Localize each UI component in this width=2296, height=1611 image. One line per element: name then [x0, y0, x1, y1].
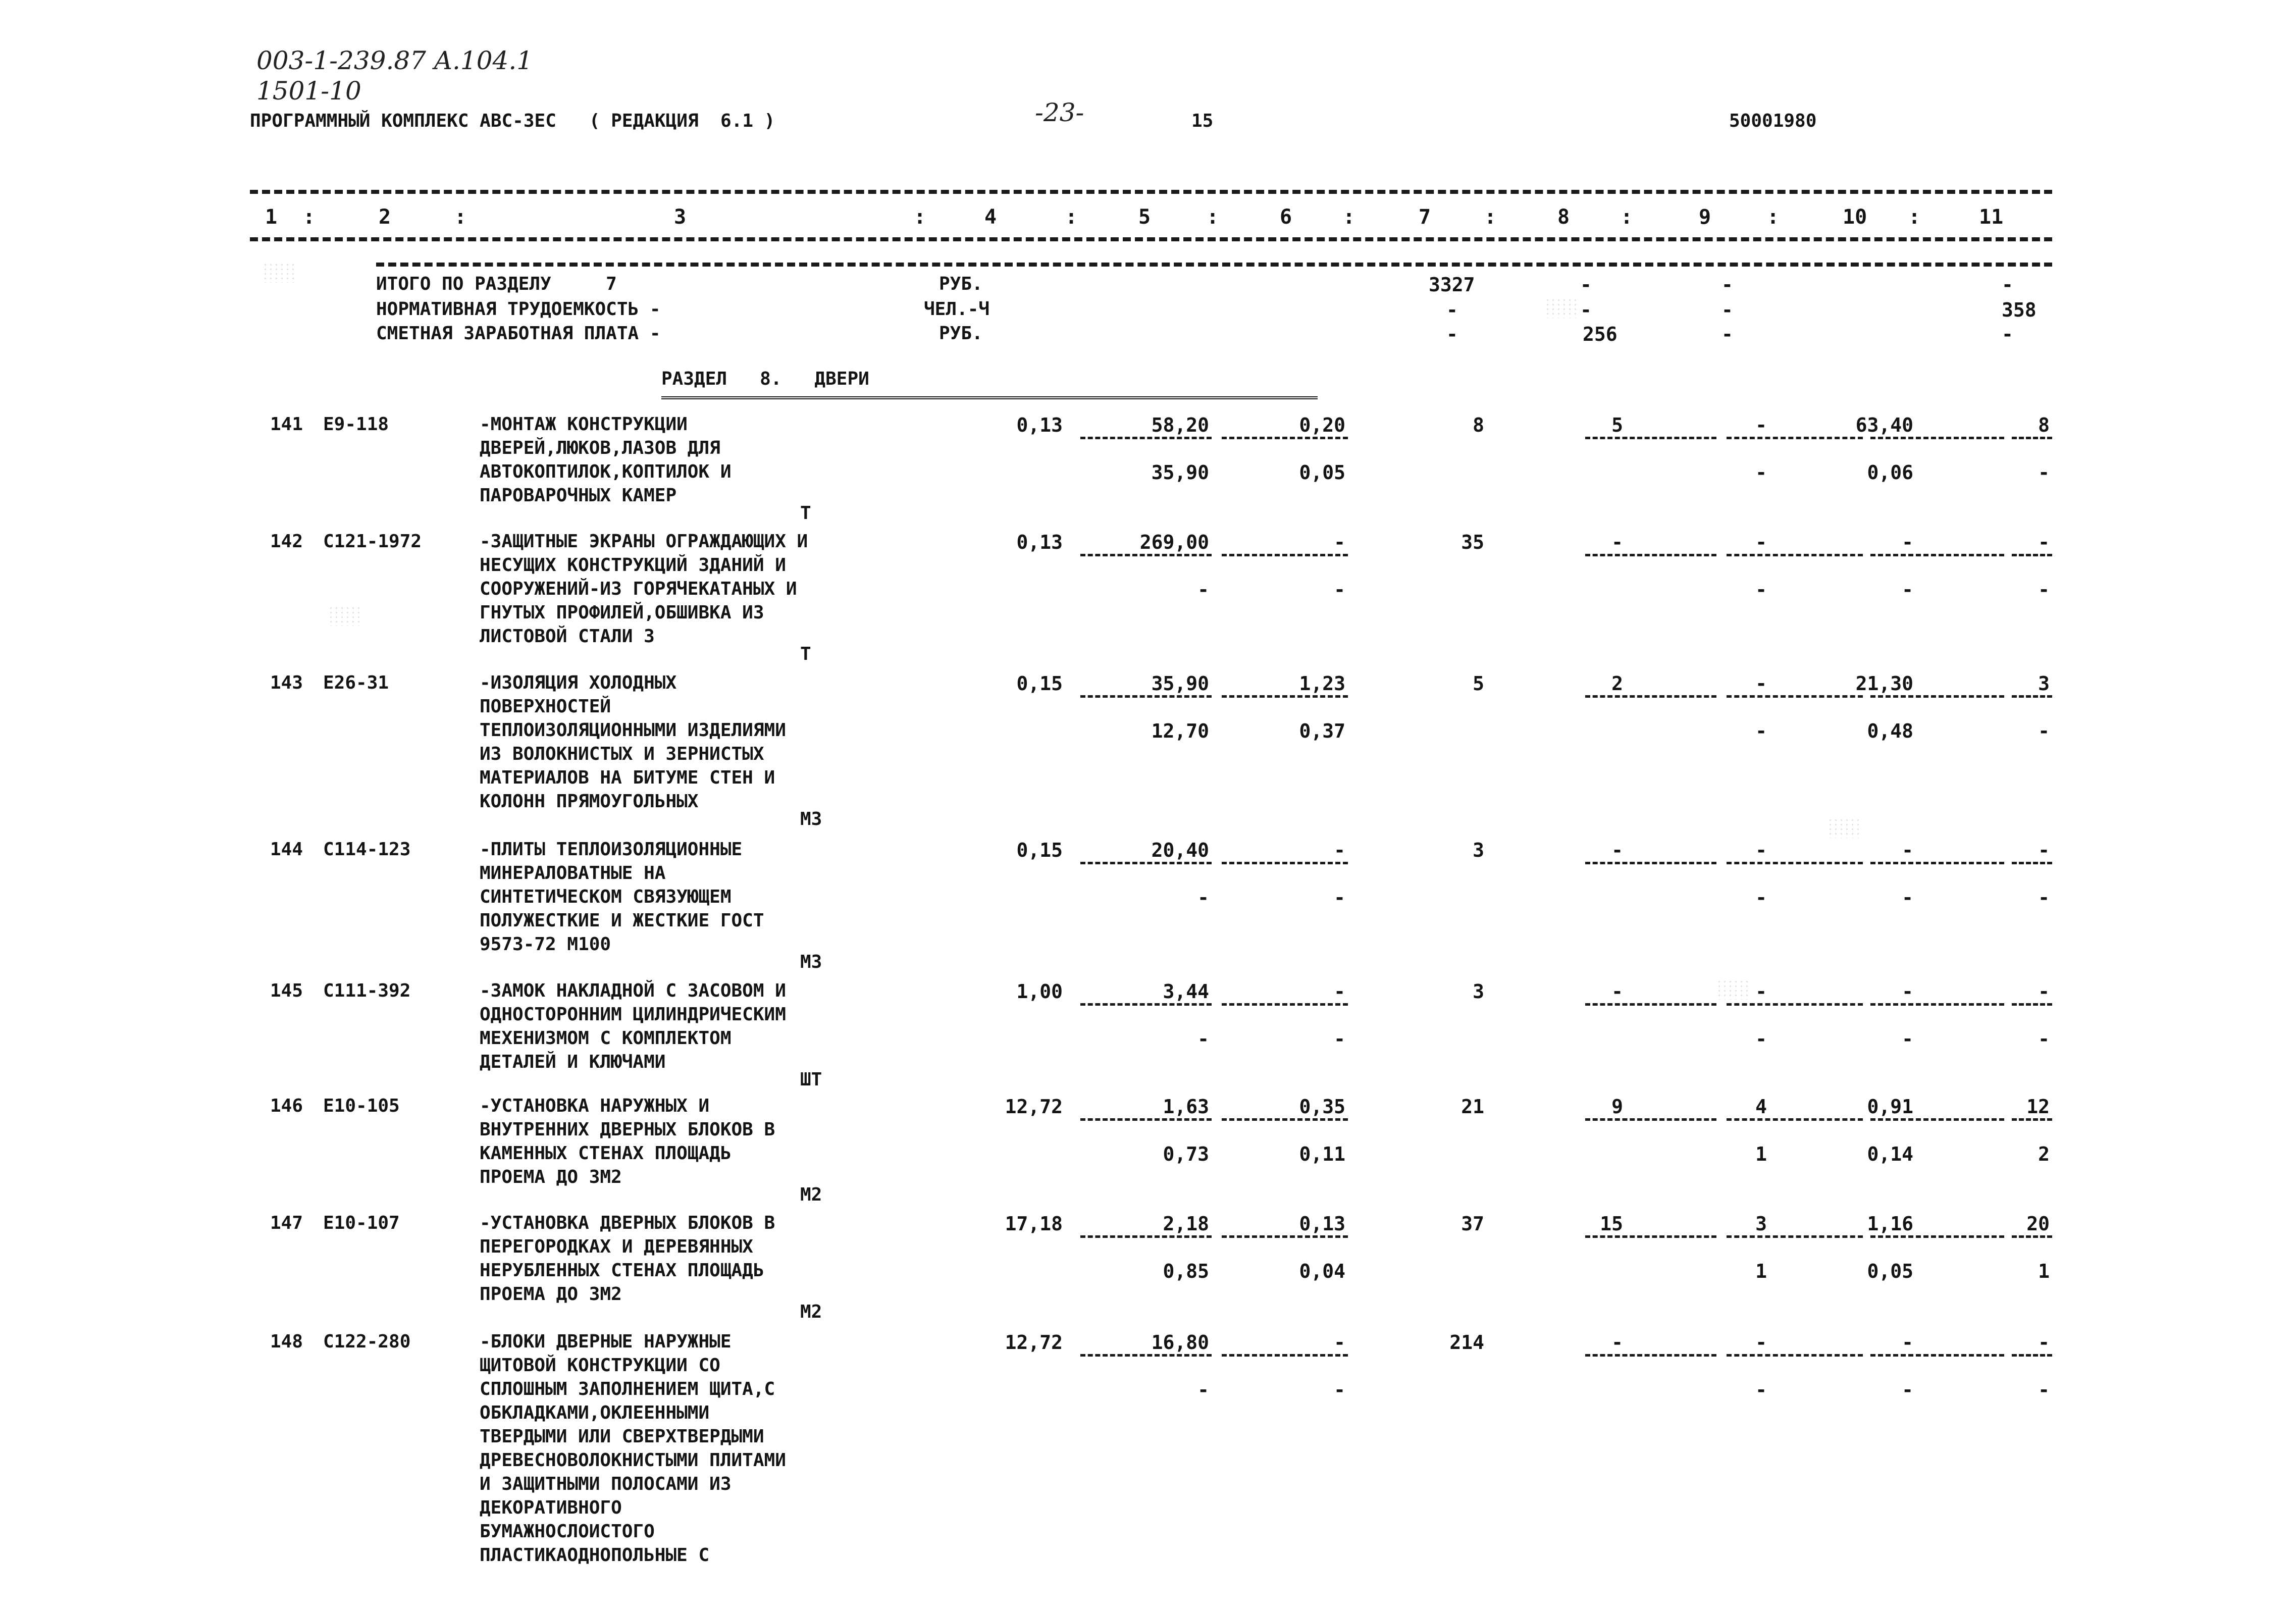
row-description-line: ИЗ ВОЛОКНИСТЫХ И ЗЕРНИСТЫХ: [480, 744, 764, 764]
cell-separator: [1080, 695, 1212, 698]
row-description-line: ТЕПЛОИЗОЛЯЦИОННЫМИ ИЗДЕЛИЯМИ: [480, 720, 786, 741]
cell-unit-cost: 1,63: [1163, 1096, 1209, 1118]
summary-rule-top: [376, 263, 2052, 267]
cell-separator: [1870, 437, 2004, 439]
cell-col11: -: [2038, 839, 2050, 861]
cell-separator: [1222, 1118, 1348, 1121]
cell-separator: [1080, 862, 1212, 864]
col-header-6: 6: [1280, 205, 1292, 229]
cell-col10-wage: 0,06: [1867, 461, 1913, 484]
cell-col9: -: [1755, 672, 1767, 695]
row-description-line: И ЗАЩИТНЫМИ ПОЛОСАМИ ИЗ: [480, 1474, 732, 1494]
cell-machine-cost-wage: -: [1334, 579, 1345, 601]
row-description-line: -УСТАНОВКА НАРУЖНЫХ И: [480, 1096, 710, 1116]
cell-col11: -: [2038, 1331, 2050, 1354]
col-header-10: 10: [1843, 205, 1867, 229]
cell-unit-cost-wage: 0,85: [1163, 1260, 1209, 1282]
cell-col11: 8: [2038, 414, 2050, 436]
summary-wage-c7: -: [1446, 323, 1458, 345]
cell-separator: [2012, 695, 2052, 698]
scan-noise: [1545, 298, 1580, 318]
cell-separator: [1870, 1235, 2004, 1238]
cell-col9: 3: [1755, 1213, 1767, 1235]
cell-col10: -: [1902, 839, 1913, 861]
cell-col9-wage: -: [1755, 720, 1767, 742]
col-header-1: 1: [265, 205, 278, 229]
cell-quantity: 0,13: [1016, 531, 1063, 553]
cell-machine-cost: 0,35: [1299, 1096, 1345, 1118]
row-description-line: ПЕРЕГОРОДКАХ И ДЕРЕВЯННЫХ: [480, 1236, 753, 1257]
cell-machine-cost-wage: 0,05: [1299, 461, 1345, 484]
row-description-line: ЩИТОВОЙ КОНСТРУКЦИИ СО: [480, 1355, 720, 1376]
column-separator: :: [1484, 205, 1497, 229]
cell-separator: [1870, 862, 2004, 864]
cell-col8: 9: [1611, 1096, 1623, 1118]
cell-separator: [1080, 554, 1212, 556]
cell-machine-cost: -: [1334, 980, 1345, 1003]
row-code: Е10-105: [323, 1096, 400, 1116]
row-description-line: -ИЗОЛЯЦИЯ ХОЛОДНЫХ: [480, 672, 677, 693]
row-description-line: ОБКЛАДКАМИ,ОКЛЕЕННЫМИ: [480, 1402, 710, 1423]
cell-separator: [1222, 437, 1348, 439]
cell-machine-cost-wage: -: [1334, 887, 1345, 909]
row-description-line: НЕРУБЛЕННЫХ СТЕНАХ ПЛОЩАДЬ: [480, 1260, 764, 1281]
header-rule-bottom: [250, 237, 2052, 241]
column-separator: :: [1343, 205, 1355, 229]
row-description-line: ДВЕРЕЙ,ЛЮКОВ,ЛАЗОВ ДЛЯ: [480, 438, 720, 458]
cell-col11-wage: -: [2038, 579, 2050, 601]
cell-unit-cost: 58,20: [1151, 414, 1209, 436]
cell-separator: [1585, 1235, 1716, 1238]
cell-col11-wage: 2: [2038, 1143, 2050, 1165]
cell-separator: [2012, 1235, 2052, 1238]
cell-separator: [1585, 554, 1716, 556]
cell-col11: -: [2038, 531, 2050, 553]
row-description-line: ОДНОСТОРОННИМ ЦИЛИНДРИЧЕСКИМ: [480, 1004, 786, 1025]
program-title: ПРОГРАММНЫЙ КОМПЛЕКС АВС-3ЕС ( РЕДАКЦИЯ 6.1 ): [250, 111, 775, 131]
cell-total: 5: [1473, 672, 1484, 695]
section-title: РАЗДЕЛ 8. ДВЕРИ: [661, 369, 869, 389]
cell-separator: [1585, 695, 1716, 698]
cell-col11-wage: -: [2038, 1379, 2050, 1401]
cell-col10: 0,91: [1867, 1096, 1913, 1118]
scan-noise: [263, 263, 298, 283]
cell-col9: -: [1755, 839, 1767, 861]
cell-col9: -: [1755, 531, 1767, 553]
summary-labor-label: НОРМАТИВНАЯ ТРУДОЕМКОСТЬ -: [376, 299, 661, 320]
cell-separator: [1727, 1003, 1863, 1006]
cell-col8: -: [1611, 1331, 1623, 1354]
page-number: -23-: [1035, 98, 1084, 127]
summary-wage-c9: -: [1721, 323, 1733, 345]
cell-separator: [1222, 1003, 1348, 1006]
row-number: 144: [270, 839, 303, 860]
cell-total: 35: [1461, 531, 1484, 553]
cell-total: 214: [1449, 1331, 1484, 1354]
cell-col10: 1,16: [1867, 1213, 1913, 1235]
cell-separator: [1870, 1003, 2004, 1006]
col-header-11: 11: [1979, 205, 2004, 229]
cell-machine-cost: 0,13: [1299, 1213, 1345, 1235]
summary-labor-unit: ЧЕЛ.-Ч: [924, 299, 990, 320]
summary-wage-unit: РУБ.: [939, 323, 983, 344]
cell-col9-wage: -: [1755, 1379, 1767, 1401]
row-description-line: -МОНТАЖ КОНСТРУКЦИИ: [480, 414, 688, 435]
cell-col9-wage: 1: [1755, 1260, 1767, 1282]
cell-separator: [1727, 554, 1863, 556]
cell-quantity: 12,72: [1005, 1096, 1063, 1118]
cell-unit-cost-wage: 0,73: [1163, 1143, 1209, 1165]
cell-col10: 63,40: [1855, 414, 1913, 436]
cell-col11: -: [2038, 980, 2050, 1003]
column-separator: :: [1621, 205, 1633, 229]
row-description-line: ДЕТАЛЕЙ И КЛЮЧАМИ: [480, 1052, 666, 1072]
cell-separator: [2012, 1003, 2052, 1006]
cell-col11-wage: -: [2038, 887, 2050, 909]
row-unit: М3: [800, 809, 822, 829]
cell-machine-cost-wage: -: [1334, 1379, 1345, 1401]
cell-col9-wage: -: [1755, 1028, 1767, 1050]
row-description-line: ПАРОВАРОЧНЫХ КАМЕР: [480, 485, 677, 506]
cell-machine-cost: -: [1334, 1331, 1345, 1354]
row-number: 143: [270, 672, 303, 693]
cell-quantity: 17,18: [1005, 1213, 1063, 1235]
handwritten-doc-code: 003-1-239.87 A.104.1: [256, 46, 533, 75]
summary-labor-c7: -: [1446, 299, 1458, 321]
row-code: С114-123: [323, 839, 411, 860]
cell-unit-cost: 269,00: [1139, 531, 1209, 553]
cell-col10: -: [1902, 980, 1913, 1003]
cell-separator: [1870, 554, 2004, 556]
row-number: 145: [270, 980, 303, 1001]
cell-unit-cost-wage: 12,70: [1151, 720, 1209, 742]
col-header-7: 7: [1419, 205, 1431, 229]
cell-separator: [1585, 1354, 1716, 1357]
column-separator: :: [303, 205, 316, 229]
cell-separator: [1870, 1118, 2004, 1121]
row-description-line: НЕСУЩИХ КОНСТРУКЦИЙ ЗДАНИЙ И: [480, 555, 786, 576]
row-description-line: МАТЕРИАЛОВ НА БИТУМЕ СТЕН И: [480, 767, 775, 788]
cell-separator: [1585, 1118, 1716, 1121]
cell-unit-cost-wage: -: [1197, 887, 1209, 909]
cell-col9-wage: 1: [1755, 1143, 1767, 1165]
cell-separator: [1080, 1235, 1212, 1238]
cell-machine-cost: 0,20: [1299, 414, 1345, 436]
cell-separator: [1727, 1354, 1863, 1357]
row-description-line: СПЛОШНЫМ ЗАПОЛНЕНИЕМ ЩИТА,С: [480, 1379, 775, 1399]
cell-col8: -: [1611, 839, 1623, 861]
document-code: 50001980: [1729, 111, 1817, 131]
row-description-line: -ЗАМОК НАКЛАДНОЙ С ЗАСОВОМ И: [480, 980, 786, 1001]
cell-unit-cost-wage: 35,90: [1151, 461, 1209, 484]
cell-total: 8: [1473, 414, 1484, 436]
cell-col8: 15: [1600, 1213, 1623, 1235]
row-code: Е9-118: [323, 414, 389, 435]
summary-wage-c8: 256: [1583, 323, 1617, 345]
cell-separator: [1585, 1003, 1716, 1006]
cell-col10: -: [1902, 531, 1913, 553]
scan-noise: [328, 606, 363, 626]
summary-labor-c8: -: [1580, 299, 1592, 321]
col-header-9: 9: [1699, 205, 1711, 229]
cell-col11-wage: -: [2038, 720, 2050, 742]
cell-separator: [2012, 1354, 2052, 1357]
scan-noise: [1828, 818, 1863, 838]
row-description-line: -ПЛИТЫ ТЕПЛОИЗОЛЯЦИОННЫЕ: [480, 839, 743, 860]
cell-separator: [2012, 862, 2052, 864]
cell-separator: [2012, 437, 2052, 439]
summary-wage-c11: -: [2002, 323, 2013, 345]
row-number: 141: [270, 414, 303, 435]
cell-separator: [2012, 554, 2052, 556]
cell-col9: -: [1755, 980, 1767, 1003]
cell-col10-wage: 0,48: [1867, 720, 1913, 742]
cell-separator: [1222, 554, 1348, 556]
cell-separator: [1585, 437, 1716, 439]
summary-wage-label: СМЕТНАЯ ЗАРАБОТНАЯ ПЛАТА -: [376, 323, 661, 344]
cell-col10-wage: -: [1902, 1028, 1913, 1050]
summary-total-c9: -: [1721, 274, 1733, 296]
row-number: 142: [270, 531, 303, 552]
cell-separator: [1727, 862, 1863, 864]
cell-separator: [1727, 1118, 1863, 1121]
cell-col10: 21,30: [1855, 672, 1913, 695]
row-description-line: КОЛОНН ПРЯМОУГОЛЬНЫХ: [480, 791, 699, 812]
cell-col10-wage: -: [1902, 1379, 1913, 1401]
row-description-line: ВНУТРЕННИХ ДВЕРНЫХ БЛОКОВ В: [480, 1119, 775, 1140]
page-number-secondary: 15: [1191, 111, 1214, 131]
row-number: 146: [270, 1096, 303, 1116]
summary-total-c11: -: [2002, 274, 2013, 296]
cell-quantity: 0,15: [1016, 839, 1063, 861]
column-separator: :: [1908, 205, 1921, 229]
row-description-line: МИНЕРАЛОВАТНЫЕ НА: [480, 863, 666, 884]
column-separator: :: [454, 205, 467, 229]
cell-col8: 2: [1611, 672, 1623, 695]
cell-unit-cost-wage: -: [1197, 579, 1209, 601]
cell-col8: -: [1611, 531, 1623, 553]
row-description-line: -УСТАНОВКА ДВЕРНЫХ БЛОКОВ В: [480, 1213, 775, 1233]
cell-unit-cost: 35,90: [1151, 672, 1209, 695]
col-header-5: 5: [1138, 205, 1151, 229]
cell-machine-cost: -: [1334, 531, 1345, 553]
cell-col8: 5: [1611, 414, 1623, 436]
column-separator: :: [1207, 205, 1219, 229]
cell-machine-cost-wage: 0,11: [1299, 1143, 1345, 1165]
row-unit: М3: [800, 952, 822, 972]
row-description-line: ПЛАСТИКАОДНОПОЛЬНЫЕ С: [480, 1545, 710, 1566]
cell-separator: [1080, 1354, 1212, 1357]
cell-separator: [1222, 1235, 1348, 1238]
row-code: С111-392: [323, 980, 411, 1001]
col-header-3: 3: [674, 205, 687, 229]
cell-col11: 20: [2026, 1213, 2050, 1235]
column-separator: :: [1065, 205, 1078, 229]
cell-separator: [1727, 1235, 1863, 1238]
cell-total: 37: [1461, 1213, 1484, 1235]
handwritten-sheet-ref: 1501-10: [256, 76, 361, 106]
row-description-line: МЕХЕНИЗМОМ С КОМПЛЕКТОМ: [480, 1028, 732, 1049]
row-description-line: ДЕКОРАТИВНОГО: [480, 1497, 622, 1518]
cell-separator: [1080, 437, 1212, 439]
cell-col9: 4: [1755, 1096, 1767, 1118]
cell-separator: [1727, 695, 1863, 698]
cell-col10-wage: 0,05: [1867, 1260, 1913, 1282]
cell-col10: -: [1902, 1331, 1913, 1354]
cell-col9-wage: -: [1755, 887, 1767, 909]
row-description-line: ПРОЕМА ДО 3М2: [480, 1167, 622, 1187]
row-description-line: ГНУТЫХ ПРОФИЛЕЙ,ОБШИВКА ИЗ: [480, 602, 764, 623]
cell-machine-cost-wage: -: [1334, 1028, 1345, 1050]
cell-separator: [1080, 1118, 1212, 1121]
cell-total: 3: [1473, 980, 1484, 1003]
cell-col10-wage: -: [1902, 887, 1913, 909]
col-header-4: 4: [984, 205, 997, 229]
summary-labor-c11: 358: [2002, 299, 2037, 321]
row-unit: Т: [800, 503, 811, 524]
cell-col9: -: [1755, 1331, 1767, 1354]
row-description-line: ТВЕРДЫМИ ИЛИ СВЕРХТВЕРДЫМИ: [480, 1426, 764, 1447]
row-description-line: ПОЛУЖЕСТКИЕ И ЖЕСТКИЕ ГОСТ: [480, 910, 764, 931]
cell-total: 3: [1473, 839, 1484, 861]
row-description-line: -БЛОКИ ДВЕРНЫЕ НАРУЖНЫЕ: [480, 1331, 732, 1352]
cell-col11-wage: 1: [2038, 1260, 2050, 1282]
row-description-line: 9573-72 М100: [480, 934, 611, 955]
cell-separator: [2012, 1118, 2052, 1121]
cell-col9-wage: -: [1755, 579, 1767, 601]
row-description-line: ДРЕВЕСНОВОЛОКНИСТЫМИ ПЛИТАМИ: [480, 1450, 786, 1471]
section-title-underline: [661, 396, 1318, 401]
cell-separator: [1222, 862, 1348, 864]
row-code: С122-280: [323, 1331, 411, 1352]
row-unit: Т: [800, 644, 811, 664]
cell-unit-cost: 3,44: [1163, 980, 1209, 1003]
cell-col11-wage: -: [2038, 461, 2050, 484]
cell-unit-cost-wage: -: [1197, 1379, 1209, 1401]
cell-quantity: 1,00: [1016, 980, 1063, 1003]
cell-col11: 12: [2026, 1096, 2050, 1118]
cell-col8: -: [1611, 980, 1623, 1003]
cell-col10-wage: -: [1902, 579, 1913, 601]
cell-total: 21: [1461, 1096, 1484, 1118]
cell-machine-cost: -: [1334, 839, 1345, 861]
cell-quantity: 0,15: [1016, 672, 1063, 695]
cell-col9: -: [1755, 414, 1767, 436]
summary-total-label: ИТОГО ПО РАЗДЕЛУ 7: [376, 274, 617, 294]
row-unit: ШТ: [800, 1069, 822, 1090]
row-description-line: СООРУЖЕНИЙ-ИЗ ГОРЯЧЕКАТАНЫХ И: [480, 579, 797, 599]
cell-col9-wage: -: [1755, 461, 1767, 484]
col-header-8: 8: [1557, 205, 1570, 229]
row-description-line: -ЗАЩИТНЫЕ ЭКРАНЫ ОГРАЖДАЮЩИХ И: [480, 531, 808, 552]
row-code: Е26-31: [323, 672, 389, 693]
summary-total-c8: -: [1580, 274, 1592, 296]
cell-separator: [1727, 437, 1863, 439]
header-rule-top: [250, 190, 2052, 194]
cell-separator: [1585, 862, 1716, 864]
row-unit: М2: [800, 1184, 822, 1205]
cell-machine-cost: 1,23: [1299, 672, 1345, 695]
row-description-line: ЛИСТОВОЙ СТАЛИ 3: [480, 626, 655, 647]
cell-separator: [1222, 695, 1348, 698]
row-code: Е10-107: [323, 1213, 400, 1233]
cell-unit-cost: 2,18: [1163, 1213, 1209, 1235]
cell-col11-wage: -: [2038, 1028, 2050, 1050]
row-description-line: ПОВЕРХНОСТЕЙ: [480, 696, 611, 717]
row-description-line: АВТОКОПТИЛОК,КОПТИЛОК И: [480, 461, 732, 482]
row-description-line: СИНТЕТИЧЕСКОМ СВЯЗУЮЩЕМ: [480, 887, 732, 907]
row-description-line: ПРОЕМА ДО 3М2: [480, 1284, 622, 1305]
cell-quantity: 12,72: [1005, 1331, 1063, 1354]
cell-separator: [1870, 1354, 2004, 1357]
cell-machine-cost-wage: 0,37: [1299, 720, 1345, 742]
cell-unit-cost-wage: -: [1197, 1028, 1209, 1050]
cell-quantity: 0,13: [1016, 414, 1063, 436]
row-description-line: КАМЕННЫХ СТЕНАХ ПЛОЩАДЬ: [480, 1143, 732, 1164]
cell-col11: 3: [2038, 672, 2050, 695]
scan-noise: [1716, 979, 1752, 1000]
cell-separator: [1222, 1354, 1348, 1357]
row-unit: М2: [800, 1302, 822, 1322]
cell-machine-cost-wage: 0,04: [1299, 1260, 1345, 1282]
column-separator: :: [1767, 205, 1780, 229]
summary-total-unit: РУБ.: [939, 274, 983, 294]
col-header-2: 2: [379, 205, 391, 229]
row-code: С121-1972: [323, 531, 422, 552]
row-number: 148: [270, 1331, 303, 1352]
summary-total-c7: 3327: [1429, 274, 1475, 296]
summary-labor-c9: -: [1721, 299, 1733, 321]
row-description-line: БУМАЖНОСЛОИСТОГО: [480, 1521, 655, 1542]
cell-separator: [1080, 1003, 1212, 1006]
column-separator: :: [914, 205, 926, 229]
cell-unit-cost: 16,80: [1151, 1331, 1209, 1354]
cell-col10-wage: 0,14: [1867, 1143, 1913, 1165]
cell-unit-cost: 20,40: [1151, 839, 1209, 861]
cell-separator: [1870, 695, 2004, 698]
row-number: 147: [270, 1213, 303, 1233]
